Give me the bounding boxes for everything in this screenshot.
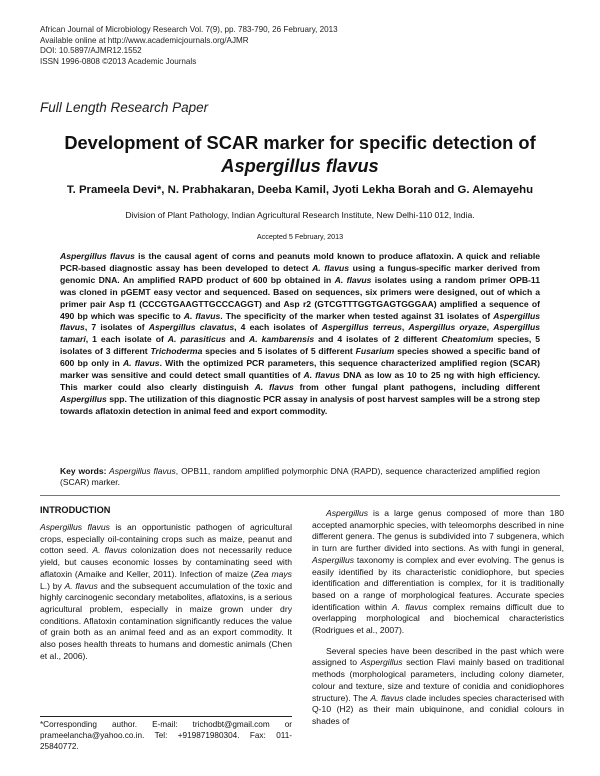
section-divider bbox=[40, 495, 560, 496]
abstract-span: A. flavus bbox=[303, 370, 341, 381]
title-line-1: Development of SCAR marker for specific detection of bbox=[64, 132, 536, 153]
abstract-span: Aspergillus clavatus bbox=[148, 322, 235, 333]
issn: ISSN 1996-0808 ©2013 Academic Journals bbox=[40, 56, 197, 66]
intro-span: Several species have been described in the past which were assigned to bbox=[312, 645, 564, 668]
abstract-span: Trichoderma bbox=[150, 346, 203, 357]
abstract bbox=[60, 251, 540, 418]
abstract-span: spp. The utilization of this diagnostic PCR assay in analysis of post harvest samples will be a strong step towards aflatoxin detection in animal feed and export commodity. bbox=[60, 393, 540, 416]
intro-span: is an opportunistic pathogen of agricultural crops, especially oil-containing crops such as maize, peanut and cotton seed. bbox=[40, 522, 292, 556]
title-line-2: Aspergillus flavus bbox=[221, 155, 379, 176]
intro-span: A. flavus bbox=[370, 692, 404, 703]
abstract-span: Aspergillus flavus bbox=[60, 310, 540, 333]
abstract-span: A. flavus bbox=[312, 262, 350, 273]
introduction-heading: INTRODUCTION bbox=[40, 505, 111, 515]
journal-meta bbox=[40, 25, 338, 67]
abstract-span: using a fungus-specific marker derived from genomic DNA. An amplified RAPD product of 600 bp obtained in bbox=[60, 262, 541, 285]
keywords bbox=[60, 466, 540, 489]
abstract-span: Aspergillus bbox=[60, 393, 107, 404]
intro-span: L.) by bbox=[40, 580, 65, 591]
abstract-span: , bbox=[486, 322, 494, 333]
affiliation: Division of Plant Pathology, Indian Agricultural Research Institute, New Delhi-110 012, India. bbox=[125, 210, 475, 220]
abstract-text bbox=[60, 251, 540, 418]
doi: DOI: 10.5897/AJMR12.1552 bbox=[40, 46, 142, 56]
abstract-span: isolates using a random primer OPB-11 was cloned in pGEMT easy vector and sequenced. Based on sequences, six primers were designed, out of which a primer pair Asp f1 (CCCGTGAAGTTGCCCAGGT) and Asp r2 (GTCGTTTGGTGAGTGGGAA) amplified a sequence of 490 bp which was specific to bbox=[60, 274, 540, 321]
abstract-span: species, 5 isolates of 3 different bbox=[60, 334, 541, 357]
abstract-span: , bbox=[401, 322, 409, 333]
abstract-span: Aspergillus terreus bbox=[321, 322, 402, 333]
journal-url: Available online at http://www.academicjournals.org/AJMR bbox=[40, 35, 249, 45]
abstract-span: . The specificity of the marker when tested against 31 isolates of bbox=[220, 310, 494, 321]
abstract-span: Aspergillus tamari bbox=[60, 322, 540, 345]
abstract-span: A. kambarensis bbox=[249, 334, 315, 345]
journal-citation: African Journal of Microbiology Research Vol. 7(9), pp. 783-790, 26 February, 2013 bbox=[40, 25, 338, 34]
intro-span: Aspergillus bbox=[312, 554, 355, 565]
abstract-span: Fusarium bbox=[355, 346, 395, 357]
intro-span: clade includes species characterised with Q-10 (H2) as their main ubiquinone, and conidial colours in shades of bbox=[312, 692, 564, 726]
intro-paragraph-3 bbox=[312, 646, 564, 728]
abstract-span: species and 5 isolates of 5 different bbox=[202, 346, 356, 357]
intro-span: Zea mays bbox=[253, 568, 292, 579]
intro-paragraph-2 bbox=[312, 508, 564, 637]
corresponding-author-footnote: *Corresponding author. E-mail: trichodbt@gmail.com or prameelancha@yahoo.co.in. Tel: +919871980304. Fax: 011-25840772. bbox=[40, 720, 292, 751]
intro-span: A. flavus bbox=[392, 601, 428, 612]
keywords-italic: Aspergillus flavus bbox=[106, 466, 176, 476]
intro-span: taxonomy is complex and ever evolving. The genus is easily identified by its characteristic conidiophore, but species identification and differentiation is complex, for it is traditionally based on a range of morphological features. Accurate species identification within bbox=[312, 554, 564, 612]
abstract-span: A. flavus bbox=[334, 274, 372, 285]
abstract-span: . With the optimized PCR parameters, this sequence characterized amplified region (SCAR) marker was sensitive and could detect small quantities of bbox=[60, 358, 540, 381]
intro-span: A. flavus bbox=[64, 580, 98, 591]
abstract-span: and bbox=[225, 334, 249, 345]
abstract-span: Aspergillus oryaze bbox=[408, 322, 487, 333]
intro-span: Aspergillus flavus bbox=[40, 522, 110, 532]
intro-span: is a large genus composed of more than 180 accepted anamorphic species, with teleomorphs described in nine different genera. The genus is subdivided into 7 subgenera, which in turn are further divided into sections. As with fungi in general, bbox=[312, 508, 564, 554]
intro-span: section Flavi mainly based on traditional methods (morphological parameters, including colony diameter, colour and texture, size and texture of conidia and conidiophores structure). The bbox=[312, 657, 564, 703]
abstract-span: species showed a specific band of 600 bp only in bbox=[60, 346, 540, 369]
intro-column-right bbox=[312, 508, 564, 728]
intro-span: colonization does not necessarily reduce yield, but causes economic losses by contaminating seed with aflatoxin (Amaike and Keller, 2011). Infection of maize ( bbox=[40, 545, 292, 579]
abstract-span: DNA as low as 10 to 25 ng with high efficiency. This marker could also clearly distinguish bbox=[60, 370, 540, 392]
intro-column-left bbox=[40, 522, 292, 662]
abstract-span: , 1 each isolate of bbox=[85, 334, 168, 345]
intro-span: and the subsequent accumulation of the toxic and highly carcinogenic secondary metabolites, aflatoxins, is a serious agricultural problem, especially in maize grown under dry conditions. Aflatoxin contamination significantly reduces the value of grain both as an animal feed and as an export commodity. It also poses health threats to humans and domestic animals (Chen et al., 2006). bbox=[40, 580, 292, 661]
abstract-span: Aspergillus flavus bbox=[60, 251, 135, 261]
footnote-rule bbox=[40, 716, 292, 717]
accepted-date: Accepted 5 February, 2013 bbox=[256, 232, 344, 241]
intro-span: complex remains difficult due to overlapping morphological and biochemical characteristics (Rodrigues et al., 2007). bbox=[312, 601, 564, 636]
abstract-span: A. flavus bbox=[122, 358, 160, 369]
intro-span: Aspergillus bbox=[326, 508, 369, 518]
abstract-span: from other fungal plant pathogens, including different bbox=[293, 381, 541, 392]
abstract-span: Cheatomium bbox=[441, 334, 494, 345]
intro-paragraph-1 bbox=[40, 522, 292, 662]
abstract-span: , 7 isolates of bbox=[84, 322, 149, 333]
abstract-span: A. flavus bbox=[254, 381, 294, 392]
paper-type: Full Length Research Paper bbox=[40, 100, 209, 115]
authors: T. Prameela Devi*, N. Prabhakaran, Deeba Kamil, Jyoti Lekha Borah and G. Alemayehu bbox=[66, 184, 534, 196]
keywords-rest: , OPB11, random amplified polymorphic DNA (RAPD), sequence characterized amplified region (SCAR) marker. bbox=[60, 466, 540, 488]
abstract-span: A. parasiticus bbox=[167, 334, 226, 345]
abstract-span: , 4 each isolates of bbox=[234, 322, 322, 333]
intro-span: A. flavus bbox=[92, 545, 127, 556]
keywords-label: Key words: bbox=[60, 466, 107, 476]
paper-title bbox=[40, 131, 560, 177]
abstract-span: is the causal agent of corns and peanuts mold known to produce aflatoxin. A quick and reliable PCR-based diagnostic assay has been developed to detect bbox=[60, 251, 540, 273]
abstract-span: A. flavus bbox=[183, 310, 221, 321]
abstract-span: and 4 isolates of 2 different bbox=[314, 334, 442, 345]
intro-span: Aspergillus bbox=[360, 657, 403, 668]
